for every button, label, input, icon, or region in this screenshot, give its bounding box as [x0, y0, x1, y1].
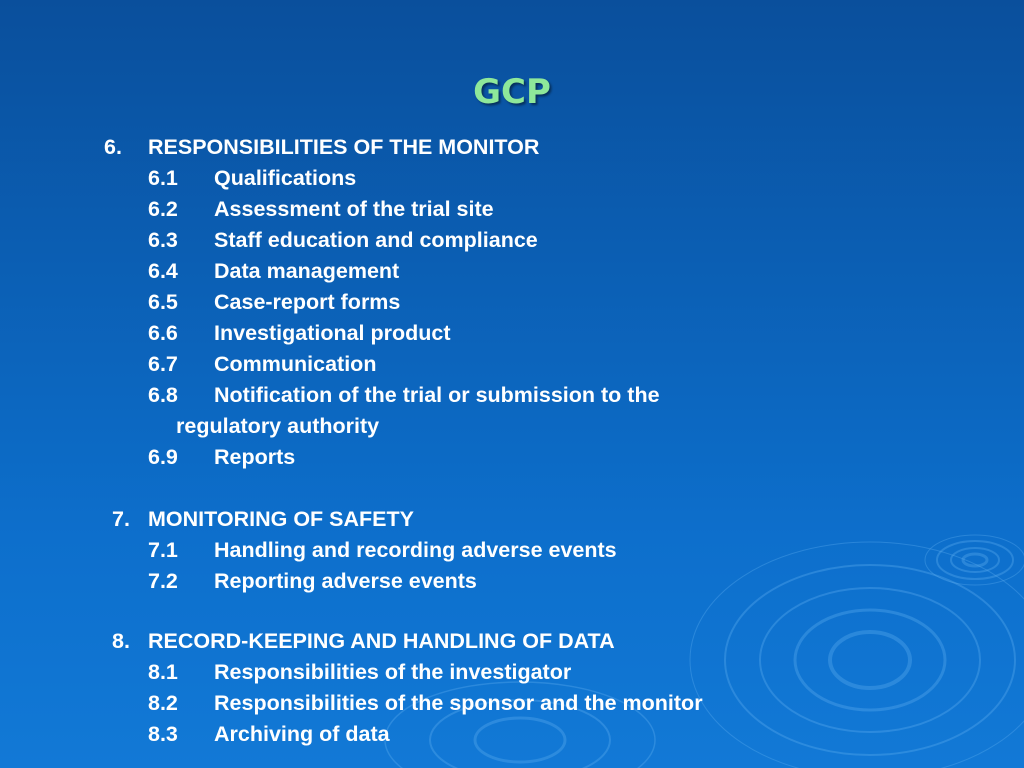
item-number: 6.8	[148, 383, 178, 407]
item-number: 8.3	[148, 722, 178, 746]
item-text: Data management	[214, 259, 400, 283]
section-number: 8.	[112, 629, 130, 653]
item-text: Assessment of the trial site	[214, 197, 494, 221]
item-number: 6.6	[148, 321, 178, 345]
item-text: Reports	[214, 445, 296, 469]
section-title: MONITORING OF SAFETY	[148, 507, 414, 531]
item-number: 8.1	[148, 660, 178, 684]
list-item-continuation: regulatory authority	[176, 414, 380, 438]
item-text: Reporting adverse events	[214, 569, 477, 593]
item-number: 6.1	[148, 166, 178, 190]
item-text: Case-report forms	[214, 290, 401, 314]
item-number: 8.2	[148, 691, 178, 715]
item-text: Handling and recording adverse events	[214, 538, 617, 562]
item-number: 7.1	[148, 538, 178, 562]
item-number: 6.3	[148, 228, 178, 252]
item-text: Responsibilities of the investigator	[214, 660, 572, 684]
section-number: 6.	[104, 135, 122, 159]
slide-title: GCP	[473, 72, 551, 112]
item-number: 7.2	[148, 569, 178, 593]
item-number: 6.2	[148, 197, 178, 221]
item-text: Communication	[214, 352, 377, 376]
item-number: 6.4	[148, 259, 178, 283]
item-text: Qualifications	[214, 166, 357, 190]
item-text: Archiving of data	[214, 722, 390, 746]
item-number: 6.7	[148, 352, 178, 376]
section-title: RESPONSIBILITIES OF THE MONITOR	[148, 135, 540, 159]
item-number: 6.5	[148, 290, 178, 314]
item-text: Responsibilities of the sponsor and the monitor	[214, 691, 703, 715]
section-number: 7.	[112, 507, 130, 531]
item-text: Notification of the trial or submission to the	[214, 383, 660, 407]
section-title: RECORD-KEEPING AND HANDLING OF DATA	[148, 629, 615, 653]
item-text: Investigational product	[214, 321, 451, 345]
item-text: Staff education and compliance	[214, 228, 538, 252]
item-number: 6.9	[148, 445, 178, 469]
